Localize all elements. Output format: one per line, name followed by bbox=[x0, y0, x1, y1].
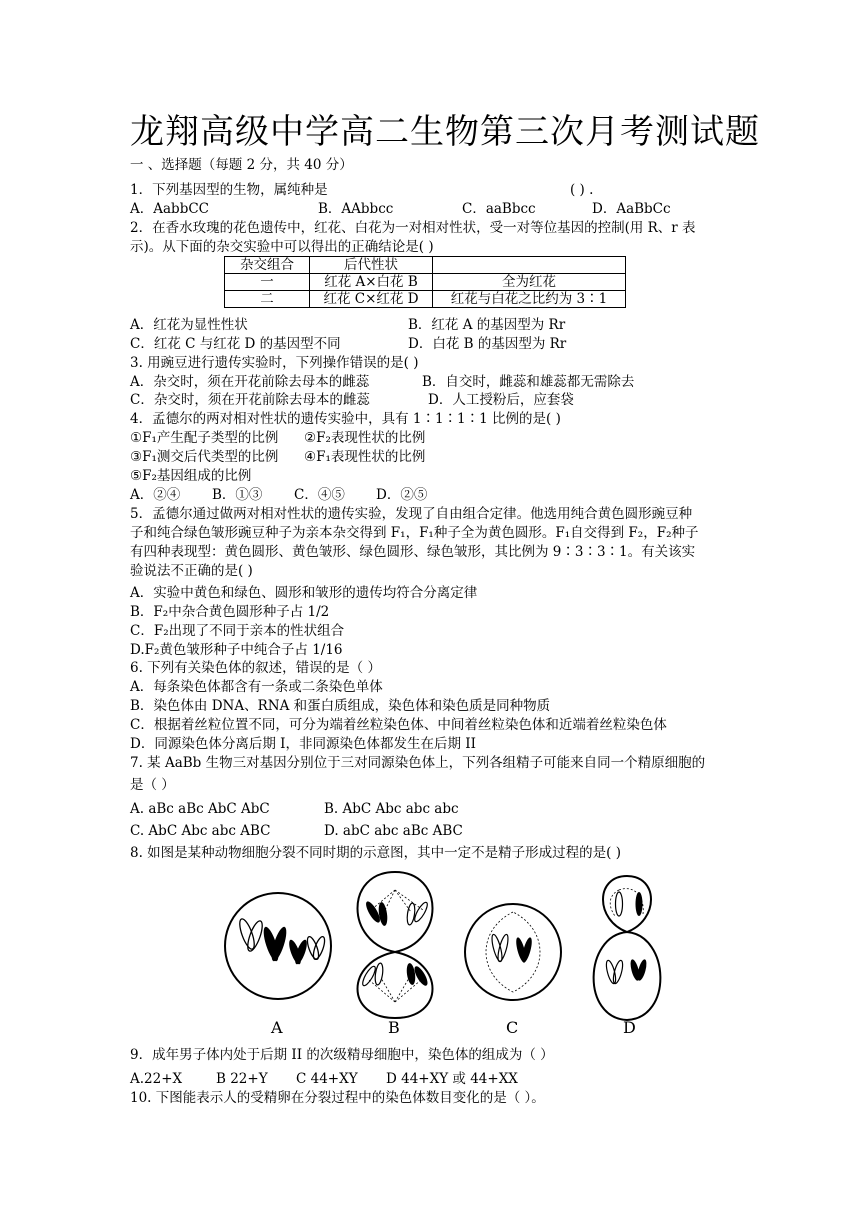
q2-option-d: D．白花 B 的基因型为 Rr bbox=[408, 336, 567, 352]
q3-option-a: A．杂交时，须在开花前除去母本的雌蕊 bbox=[130, 374, 370, 390]
q2-option-c: C．红花 C 与红花 D 的基因型不同 bbox=[130, 336, 341, 352]
table-header-cell bbox=[433, 257, 626, 274]
table-cell: 一 bbox=[225, 274, 310, 291]
q4-stem: 4．孟德尔的两对相对性状的遗传实验中，具有 1∶1∶1∶1 比例的是( ) bbox=[130, 411, 561, 427]
q9-option-b: B 22+Y bbox=[216, 1071, 268, 1087]
q4-option-d: D．②⑤ bbox=[376, 487, 428, 503]
q5-stem-line4: 验说法不正确的是( ) bbox=[130, 563, 253, 579]
cell-division-diagram bbox=[215, 870, 675, 1042]
table-cell: 红花与白花之比约为 3∶1 bbox=[433, 291, 626, 308]
q4-item-2: ②F₂表现性状的比例 bbox=[304, 430, 426, 446]
q4-item-3: ③F₁测交后代类型的比例 bbox=[130, 449, 279, 465]
cell-label-b: B bbox=[388, 1018, 400, 1037]
q4-option-c: C．④⑤ bbox=[294, 487, 345, 503]
q7-option-b: B. AbC Abc abc abc bbox=[324, 801, 459, 817]
q1-option-b: B．AAbbcc bbox=[318, 201, 394, 217]
q5-stem-line3: 有四种表现型：黄色圆形、黄色皱形、绿色圆形、绿色皱形，其比例为 9∶3∶3∶1。有关该实 bbox=[130, 544, 696, 560]
q1-option-d: D．AaBbCc bbox=[592, 201, 671, 217]
q8-stem: 8. 如图是某种动物细胞分裂不同时期的示意图，其中一定不是精子形成过程的是( ) bbox=[130, 845, 621, 861]
q9-stem: 9．成年男子体内处于后期 II 的次级精母细胞中，染色体的组成为（ ） bbox=[130, 1047, 554, 1063]
q4-item-5: ⑤F₂基因组成的比例 bbox=[130, 468, 252, 484]
q4-item-4: ④F₁表现性状的比例 bbox=[304, 449, 426, 465]
q5-stem-line2: 子和纯合绿色皱形豌豆种子为亲本杂交得到 F₁，F₁种子全为黄色圆形。F₁自交得到 F₂，F₂种子 bbox=[130, 525, 699, 541]
q6-option-d: D．同源染色体分离后期 I，非同源染色体都发生在后期 II bbox=[130, 736, 476, 752]
cell-label-c: C bbox=[506, 1018, 519, 1037]
table-row bbox=[225, 274, 626, 291]
table-header-cell: 杂交组合 bbox=[225, 257, 310, 274]
q1-option-c: C．aaBbcc bbox=[462, 201, 536, 217]
q2-option-b: B．红花 A 的基因型为 Rr bbox=[408, 317, 566, 333]
section-heading: 一 、选择题（每题 2 分，共 40 分） bbox=[130, 157, 353, 173]
q3-stem: 3. 用豌豆进行遗传实验时，下列操作错误的是( ) bbox=[130, 355, 419, 371]
q5-option-a: A．实验中黄色和绿色、圆形和皱形的遗传均符合分离定律 bbox=[130, 585, 478, 601]
cell-a bbox=[225, 893, 331, 1037]
cell-label-d: D bbox=[623, 1018, 636, 1037]
q7-option-a: A. aBc aBc AbC AbC bbox=[130, 801, 270, 817]
table-cell: 二 bbox=[225, 291, 310, 308]
q5-option-d: D.F₂黄色皱形种子中纯合子占 1/16 bbox=[130, 642, 343, 658]
q6-option-a: A．每条染色体都含有一条或二条染色单体 bbox=[130, 679, 383, 695]
q1-stem: 1．下列基因型的生物，属纯种是 bbox=[130, 182, 328, 198]
q6-option-b: B．染色体由 DNA、RNA 和蛋白质组成，染色体和染色质是同种物质 bbox=[130, 698, 551, 714]
table-header-cell: 后代性状 bbox=[310, 257, 433, 274]
q6-option-c: C．根据着丝粒位置不同，可分为端着丝粒染色体、中间着丝粒染色体和近端着丝粒染色体 bbox=[130, 717, 667, 733]
q9-option-a: A.22+X bbox=[130, 1071, 183, 1087]
table-row bbox=[225, 291, 626, 308]
cell-b bbox=[358, 872, 433, 1037]
q1-answer-paren: ( ) . bbox=[570, 182, 594, 198]
q4-item-1: ①F₁产生配子类型的比例 bbox=[130, 430, 279, 446]
page-title: 龙翔高级中学高二生物第三次月考测试题 bbox=[130, 112, 760, 152]
table-header-row bbox=[225, 257, 626, 274]
q2-cross-table bbox=[224, 256, 626, 308]
q3-option-d: D．人工授粉后，应套袋 bbox=[428, 392, 574, 408]
q2-stem-line1: 2．在香水玫瑰的花色遗传中，红花、白花为一对相对性状，受一对等位基因的控制(用 R、r 表 bbox=[130, 220, 696, 236]
q9-option-c: C 44+XY bbox=[296, 1071, 358, 1087]
q6-stem: 6. 下列有关染色体的叙述，错误的是（ ） bbox=[130, 660, 381, 676]
q3-option-c: C．杂交时，须在开花前除去母本的雌蕊 bbox=[130, 392, 370, 408]
q2-stem-line2: 示)。从下面的杂交实验中可以得出的正确结论是( ) bbox=[130, 239, 434, 255]
q7-stem-line1: 7. 某 AaBb 生物三对基因分别位于三对同源染色体上，下列各组精子可能来自同一个精原细胞的 bbox=[130, 755, 706, 771]
q4-option-a: A．②④ bbox=[130, 487, 181, 503]
q9-option-d: D 44+XY 或 44+XX bbox=[386, 1071, 518, 1087]
q5-option-c: C．F₂出现了不同于亲本的性状组合 bbox=[130, 623, 345, 639]
q5-option-b: B．F₂中杂合黄色圆形种子占 1/2 bbox=[130, 604, 330, 620]
q2-option-a: A．红花为显性性状 bbox=[130, 317, 248, 333]
q5-stem-line1: 5．孟德尔通过做两对相对性状的遗传实验，发现了自由组合定律。他选用纯合黄色圆形豌豆种 bbox=[130, 506, 693, 522]
q10-stem: 10. 下图能表示人的受精卵在分裂过程中的染色体数目变化的是（ ）。 bbox=[130, 1090, 545, 1106]
cell-label-a: A bbox=[271, 1018, 283, 1037]
q7-option-d: D. abC abc aBc ABC bbox=[324, 823, 463, 839]
q3-option-b: B．自交时，雌蕊和雄蕊都无需除去 bbox=[422, 374, 635, 390]
q1-option-a: A．AabbCC bbox=[130, 201, 209, 217]
cell-d bbox=[594, 876, 661, 1037]
q7-option-c: C. AbC Abc abc ABC bbox=[130, 823, 271, 839]
cell-c bbox=[465, 904, 561, 1037]
q7-stem-line2: 是（ ） bbox=[130, 777, 175, 793]
table-cell: 全为红花 bbox=[433, 274, 626, 291]
table-cell: 红花 C×红花 D bbox=[310, 291, 433, 308]
table-cell: 红花 A×白花 B bbox=[310, 274, 433, 291]
q4-option-b: B．①③ bbox=[212, 487, 263, 503]
